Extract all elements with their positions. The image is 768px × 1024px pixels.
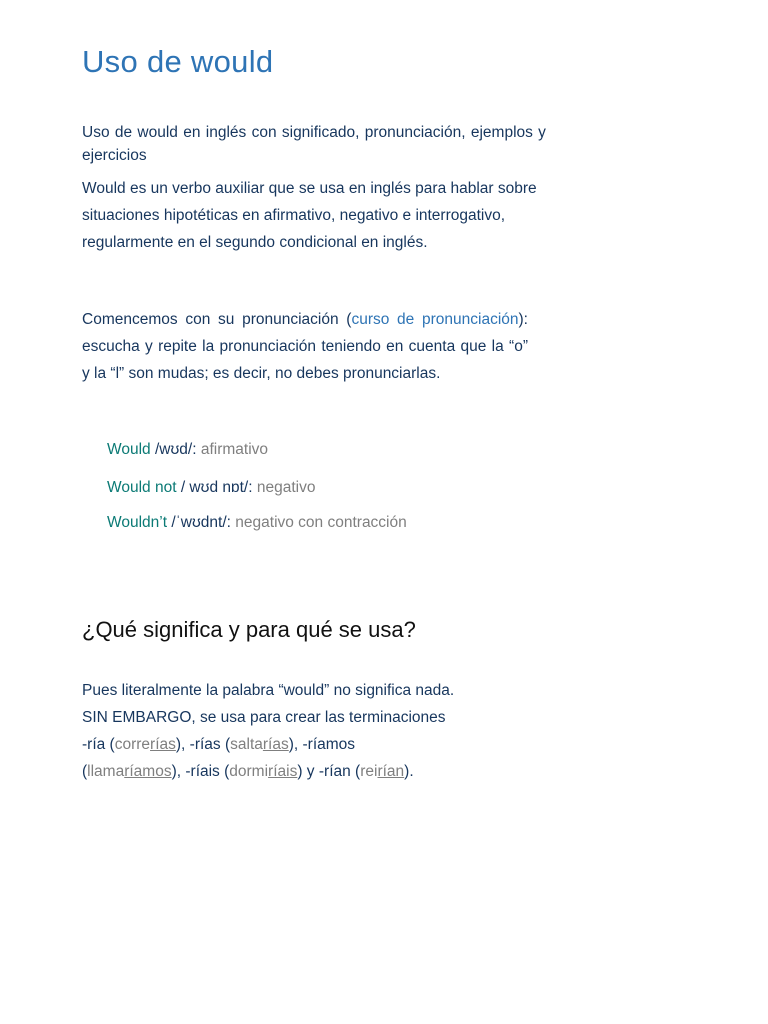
form-ipa: /ˈwʊdnt/: bbox=[167, 514, 231, 531]
form-meaning: negativo con contracción bbox=[230, 514, 407, 531]
section-heading: ¿Qué significa y para qué se usa? bbox=[82, 617, 416, 642]
form-ipa: / wʊd nɒt/: bbox=[176, 479, 253, 496]
ending-text: ). bbox=[404, 763, 414, 780]
meaning-line: Pues literalmente la palabra “would” no significa nada. bbox=[82, 682, 455, 699]
example-stem: corre bbox=[114, 736, 151, 753]
example-ending: ríamos bbox=[124, 763, 172, 780]
ending-text: ), -ríais ( bbox=[171, 763, 230, 780]
pronunciation-paragraph bbox=[82, 306, 528, 387]
ending-text: ( bbox=[82, 763, 88, 780]
ending-text: ) y -rían ( bbox=[297, 763, 361, 780]
pronunciation-text-before: Comencemos con su pronunciación ( bbox=[82, 311, 352, 328]
form-word: Wouldn’t bbox=[107, 514, 168, 531]
pronunciation-course-link[interactable]: curso de pronunciación bbox=[351, 311, 519, 328]
example-ending: ríais bbox=[268, 763, 298, 780]
intro-paragraph: Would es un verbo auxiliar que se usa en inglés para hablar sobre situaciones hipotéticas en afirmativo, negativo e interrogativo, regularmente en el segundo condicional en inglés. bbox=[82, 180, 537, 251]
form-meaning: negativo bbox=[252, 479, 316, 496]
page-title: Uso de would bbox=[82, 44, 274, 79]
endings-line bbox=[82, 731, 582, 758]
form-ipa: /wʊd/: bbox=[150, 441, 197, 458]
example-ending: rían bbox=[377, 763, 405, 780]
form-negative bbox=[107, 479, 315, 497]
ending-text: ), -ríamos bbox=[288, 736, 356, 753]
form-word: Would bbox=[107, 441, 151, 458]
meaning-paragraph bbox=[82, 677, 582, 785]
example-stem: dormi bbox=[229, 763, 269, 780]
form-contraction bbox=[107, 514, 407, 532]
form-word: Would not bbox=[107, 479, 177, 496]
ending-text: ), -rías ( bbox=[175, 736, 231, 753]
ending-text: -ría ( bbox=[82, 736, 115, 753]
subtitle: Uso de would en inglés con significado, pronunciación, ejemplos y ejercicios bbox=[82, 124, 546, 164]
form-affirmative bbox=[107, 441, 268, 459]
form-meaning: afirmativo bbox=[196, 441, 269, 458]
example-ending: rías bbox=[262, 736, 289, 753]
example-stem: llama bbox=[87, 763, 125, 780]
example-stem: rei bbox=[360, 763, 378, 780]
pronunciation-text-after: ): escucha y repite la pronunciación teniendo en cuenta que la “o” y la “l” son mudas; es decir, no debes pronunciarlas. bbox=[82, 311, 528, 382]
meaning-line: SIN EMBARGO, se usa para crear las terminaciones bbox=[82, 709, 446, 726]
example-stem: salta bbox=[230, 736, 263, 753]
endings-line bbox=[82, 758, 582, 785]
example-ending: rías bbox=[150, 736, 176, 753]
